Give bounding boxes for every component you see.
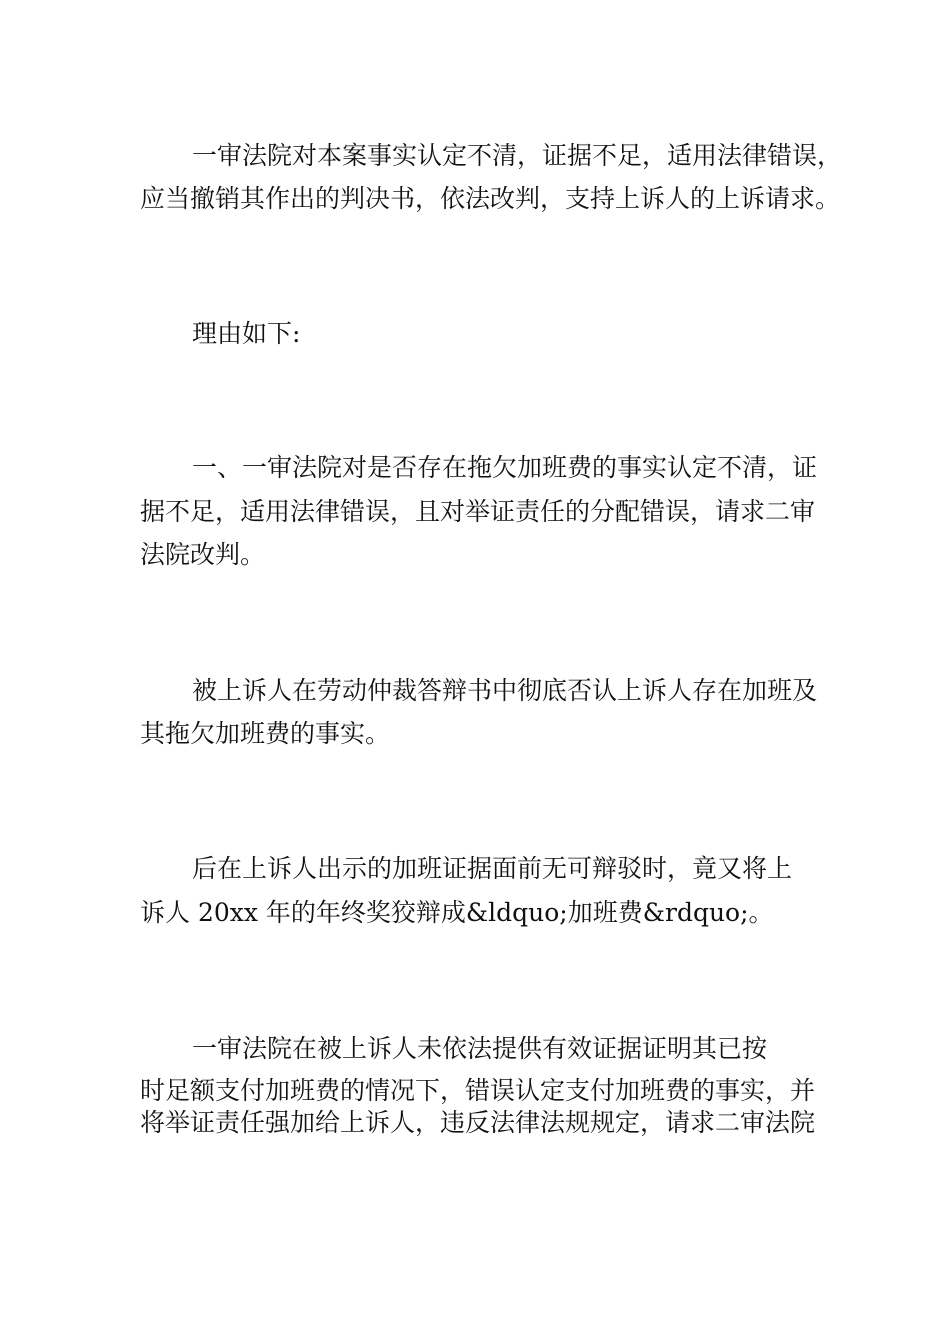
paragraph-2-line-1: 理由如下: [192,319,301,348]
paragraph-3-line-3: 法院改判。 [140,540,266,569]
paragraph-4-line-2: 其拖欠加班费的事实。 [140,719,391,748]
paragraph-5-line-2: 诉人 20xx 年的年终奖狡辩成&ldquo;加班费&rdquo;。 [140,898,774,927]
paragraph-5-line-1: 后在上诉人出示的加班证据面前无可辩驳时，竟又将上 [192,854,793,883]
paragraph-6-line-3: 将举证责任强加给上诉人，违反法律法规规定，请求二审法院 [140,1108,816,1137]
paragraph-6-line-1: 一审法院在被上诉人未依法提供有效证据证明其已按 [192,1034,768,1063]
paragraph-1-line-1: 一审法院对本案事实认定不清，证据不足，适用法律错误， [192,141,843,170]
paragraph-3-line-1: 一、一审法院对是否存在拖欠加班费的事实认定不清，证 [192,453,818,482]
paragraph-6-line-2: 时足额支付加班费的情况下，错误认定支付加班费的事实，并 [140,1076,816,1105]
paragraph-1-line-2: 应当撤销其作出的判决书，依法改判，支持上诉人的上诉请求。 [140,184,841,213]
paragraph-4-line-1: 被上诉人在劳动仲裁答辩书中彻底否认上诉人存在加班及 [192,676,818,705]
paragraph-3-line-2: 据不足，适用法律错误，且对举证责任的分配错误，请求二审 [140,497,816,526]
